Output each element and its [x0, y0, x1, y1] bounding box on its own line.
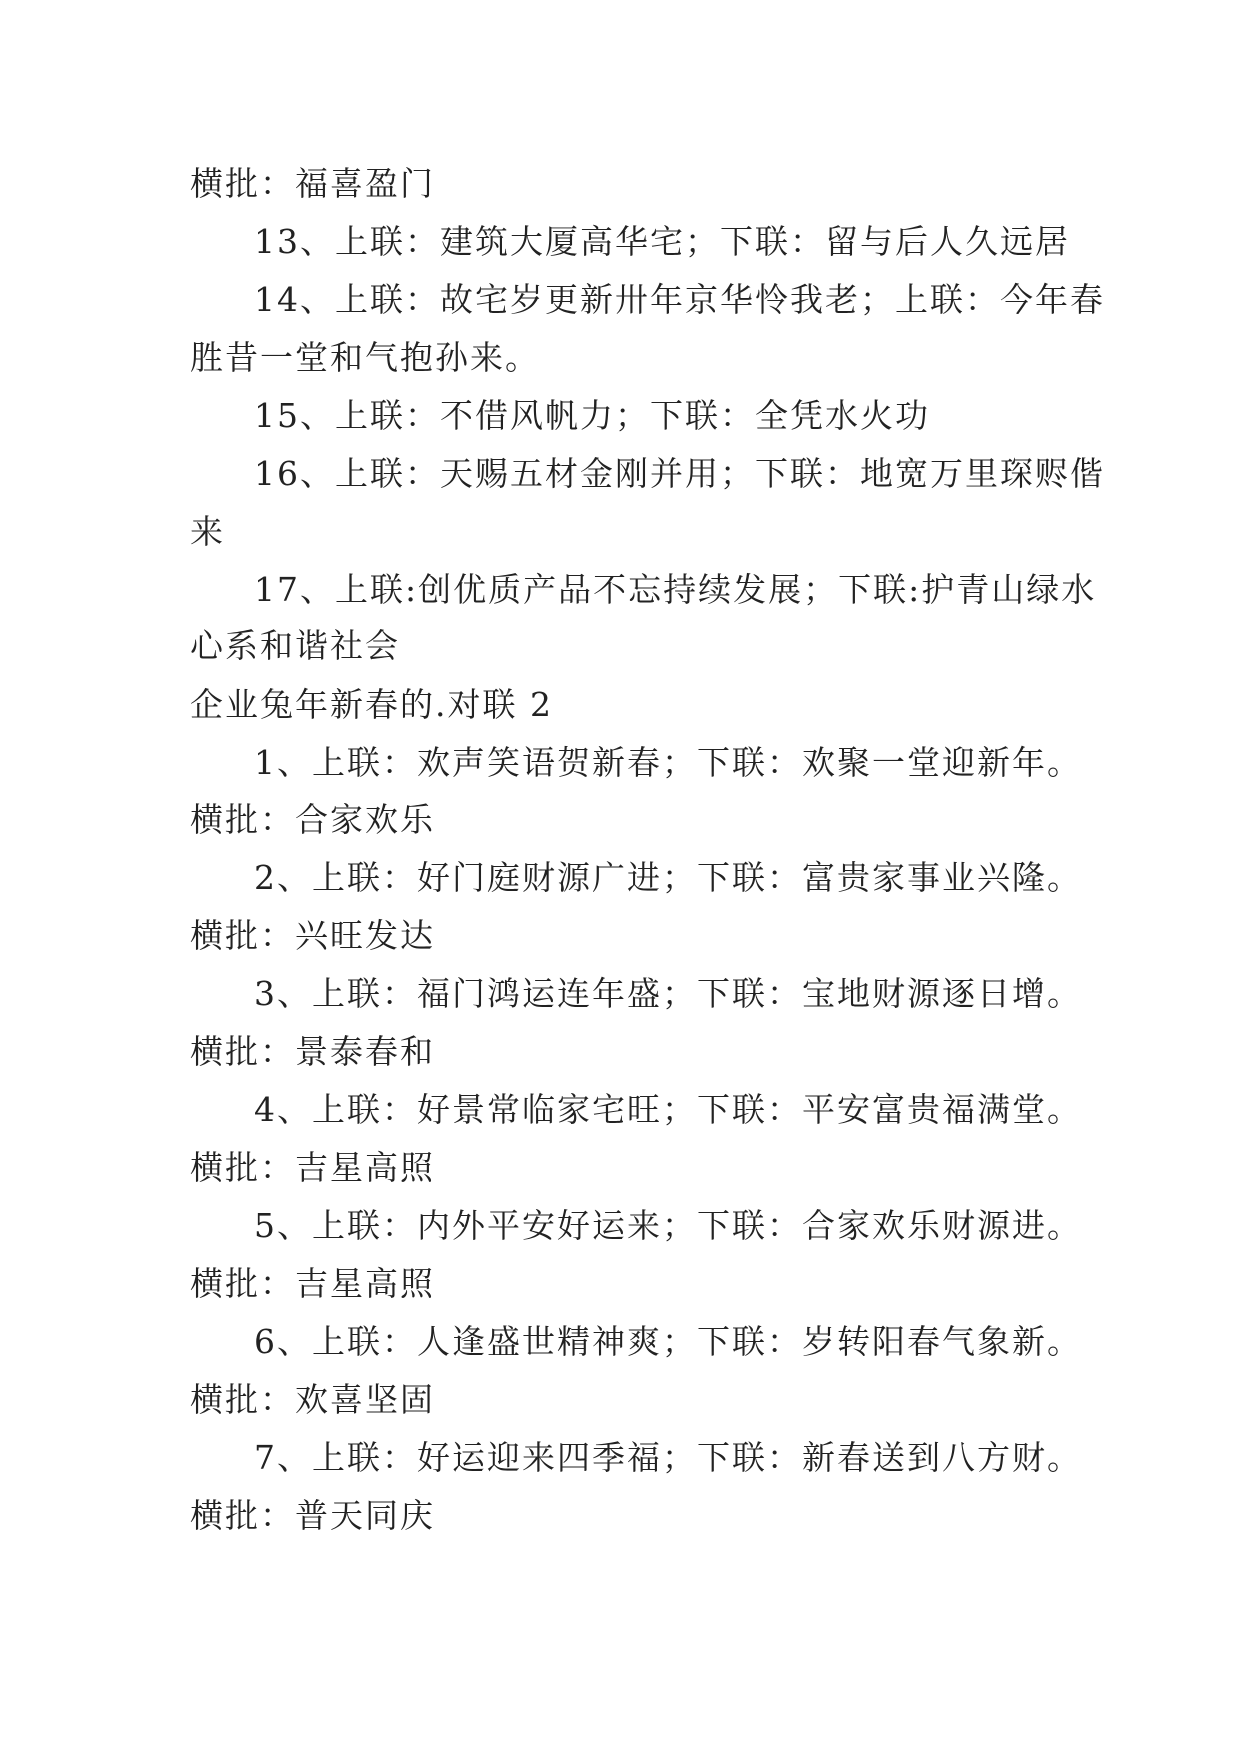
text-line: 4、上联：好景常临家宅旺；下联：平安富贵福满堂。 [254, 1090, 1082, 1129]
text-line: 17、上联:创优质产品不忘持续发展；下联:护青山绿水 [254, 570, 1097, 609]
text-line: 横批：福喜盈门 [190, 164, 435, 203]
text-line: 胜昔一堂和气抱孙来。 [190, 338, 540, 377]
text-line: 15、上联：不借风帆力；下联：全凭水火功 [254, 396, 930, 435]
text-line: 7、上联：好运迎来四季福；下联：新春送到八方财。 [254, 1438, 1082, 1477]
text-line: 横批：吉星高照 [190, 1264, 435, 1303]
text-line: 16、上联：天赐五材金刚并用；下联：地宽万里琛赆偕 [254, 454, 1105, 493]
text-line: 13、上联：建筑大厦高华宅；下联：留与后人久远居 [254, 222, 1070, 261]
text-line: 横批：兴旺发达 [190, 916, 435, 955]
section-heading: 企业兔年新春的.对联 2 [190, 685, 553, 724]
text-line: 2、上联：好门庭财源广进；下联：富贵家事业兴隆。 [254, 858, 1082, 897]
text-line: 6、上联：人逢盛世精神爽；下联：岁转阳春气象新。 [254, 1322, 1082, 1361]
text-line: 1、上联：欢声笑语贺新春；下联：欢聚一堂迎新年。 [254, 743, 1082, 782]
text-line: 横批：欢喜坚固 [190, 1380, 435, 1419]
text-line: 心系和谐社会 [190, 626, 400, 665]
text-line: 横批：合家欢乐 [190, 800, 435, 839]
text-line: 横批：吉星高照 [190, 1148, 435, 1187]
text-line: 横批：景泰春和 [190, 1032, 435, 1071]
text-line: 5、上联：内外平安好运来；下联：合家欢乐财源进。 [254, 1206, 1082, 1245]
text-line: 来 [190, 512, 225, 551]
text-line: 横批：普天同庆 [190, 1496, 435, 1535]
text-line: 3、上联：福门鸿运连年盛；下联：宝地财源逐日增。 [254, 974, 1082, 1013]
text-line: 14、上联：故宅岁更新卅年京华怜我老；上联：今年春 [254, 280, 1105, 319]
